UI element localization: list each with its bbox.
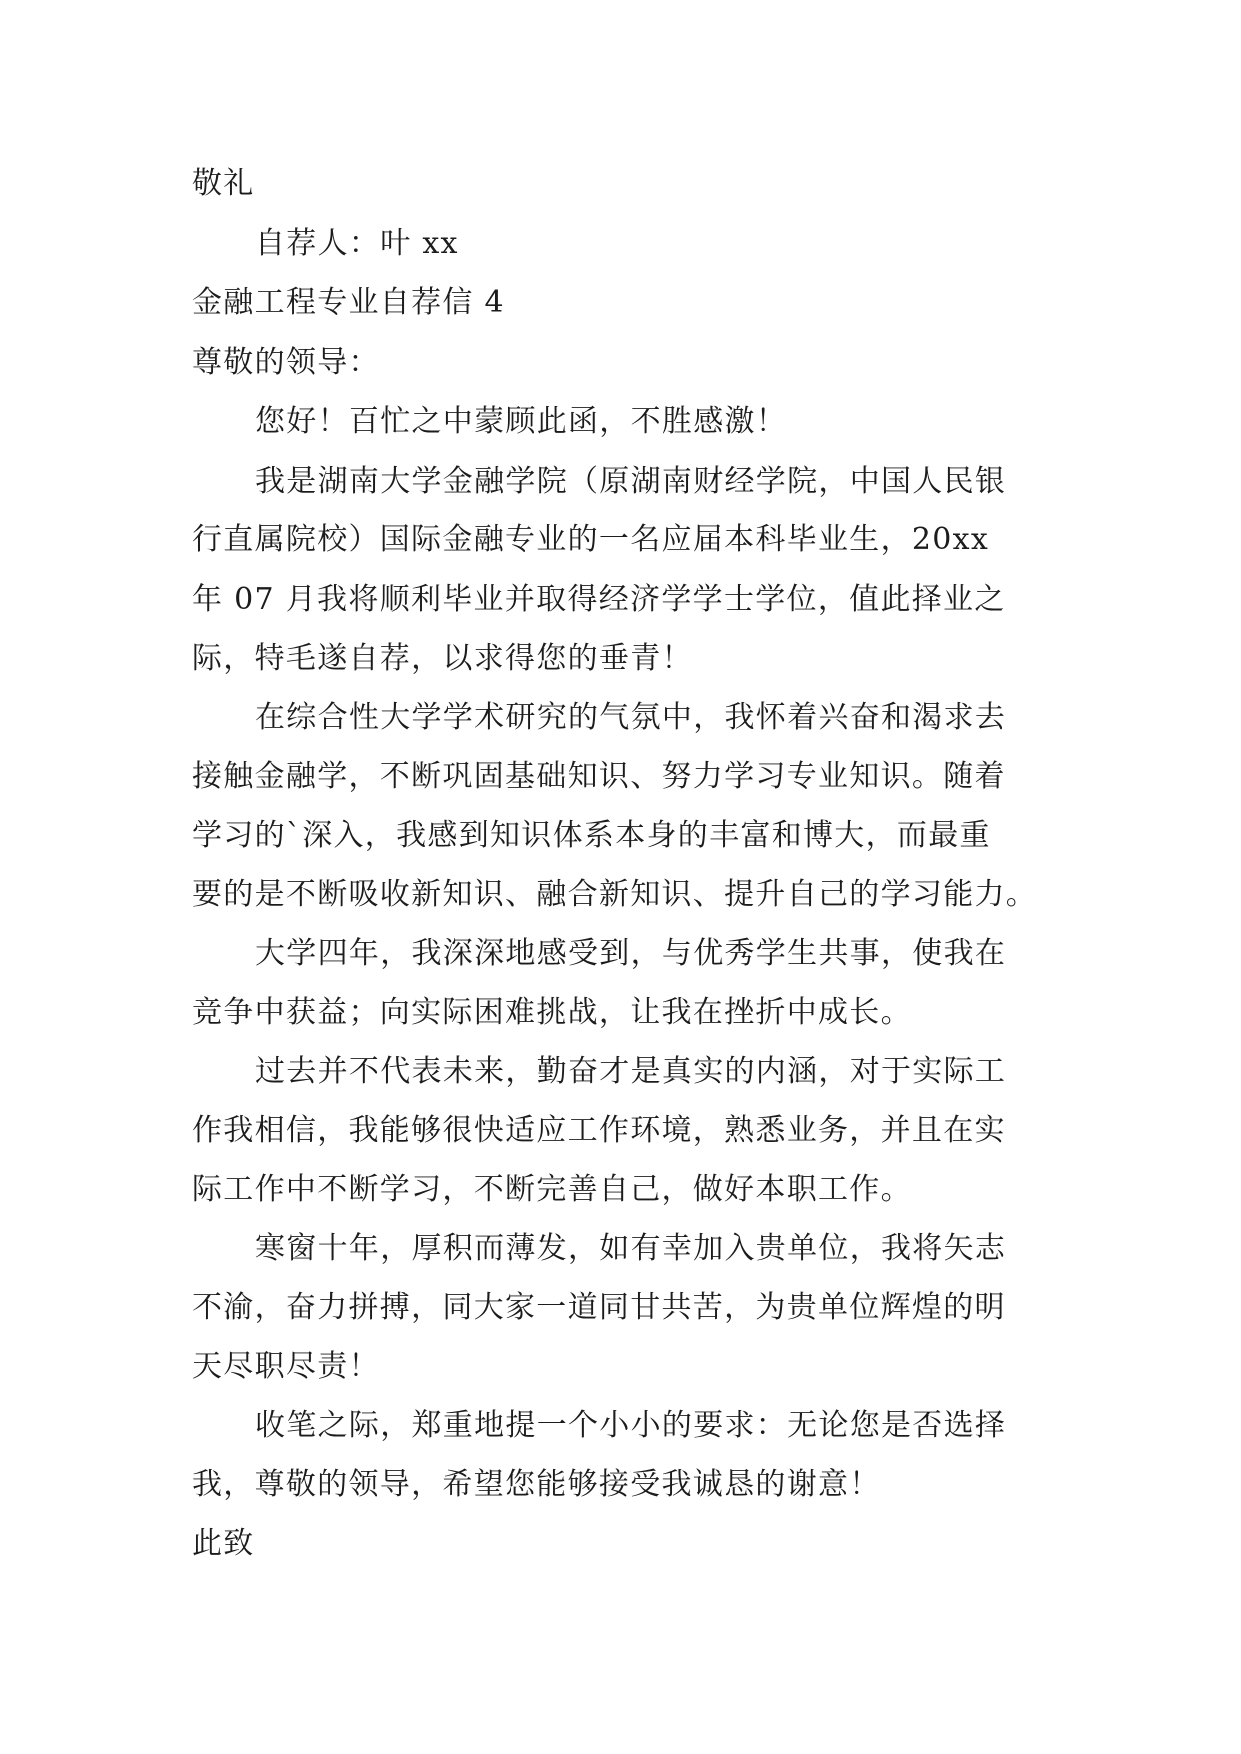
closing-phrase: 此致 xyxy=(192,1526,255,1561)
closing-salutation: 敬礼 xyxy=(192,166,255,201)
paragraph-line: 作我相信，我能够很快适应工作环境，熟悉业务，并且在实 xyxy=(192,1113,1006,1148)
letter-title: 金融工程专业自荐信 4 xyxy=(192,285,505,320)
paragraph-line: 我，尊敬的领导，希望您能够接受我诚恳的谢意！ xyxy=(192,1467,881,1502)
paragraph-line: 大学四年，我深深地感受到，与优秀学生共事，使我在 xyxy=(255,936,1007,971)
paragraph-line: 际，特毛遂自荐，以求得您的垂青！ xyxy=(192,641,693,676)
paragraph-line: 在综合性大学学术研究的气氛中，我怀着兴奋和渴求去 xyxy=(255,700,1007,735)
paragraph-line: 学习的`深入，我感到知识体系本身的丰富和博大，而最重 xyxy=(192,818,991,853)
paragraph-line: 接触金融学，不断巩固基础知识、努力学习专业知识。随着 xyxy=(192,759,1006,794)
signature: 自荐人：叶 xx xyxy=(255,226,459,261)
paragraph-line: 要的是不断吸收新知识、融合新知识、提升自己的学习能力。 xyxy=(192,877,1038,912)
paragraph-line: 年 07 月我将顺利毕业并取得经济学学士学位，值此择业之 xyxy=(192,582,1006,617)
paragraph-line: 我是湖南大学金融学院（原湖南财经学院，中国人民银 xyxy=(255,464,1007,499)
paragraph-line: 过去并不代表未来，勤奋才是真实的内涵，对于实际工 xyxy=(255,1054,1007,1089)
paragraph-line: 竞争中获益；向实际困难挑战，让我在挫折中成长。 xyxy=(192,995,912,1030)
paragraph-line: 天尽职尽责！ xyxy=(192,1349,380,1384)
paragraph-line: 您好！百忙之中蒙顾此函，不胜感激！ xyxy=(255,404,788,439)
paragraph-line: 寒窗十年，厚积而薄发，如有幸加入贵单位，我将矢志 xyxy=(255,1231,1007,1266)
paragraph-line: 行直属院校）国际金融专业的一名应届本科毕业生，20xx xyxy=(192,522,990,557)
paragraph-line: 不渝，奋力拼搏，同大家一道同甘共苦，为贵单位辉煌的明 xyxy=(192,1290,1006,1325)
paragraph-line: 收笔之际，郑重地提一个小小的要求：无论您是否选择 xyxy=(255,1408,1007,1443)
paragraph-line: 际工作中不断学习，不断完善自己，做好本职工作。 xyxy=(192,1172,912,1207)
greeting: 尊敬的领导： xyxy=(192,345,380,380)
